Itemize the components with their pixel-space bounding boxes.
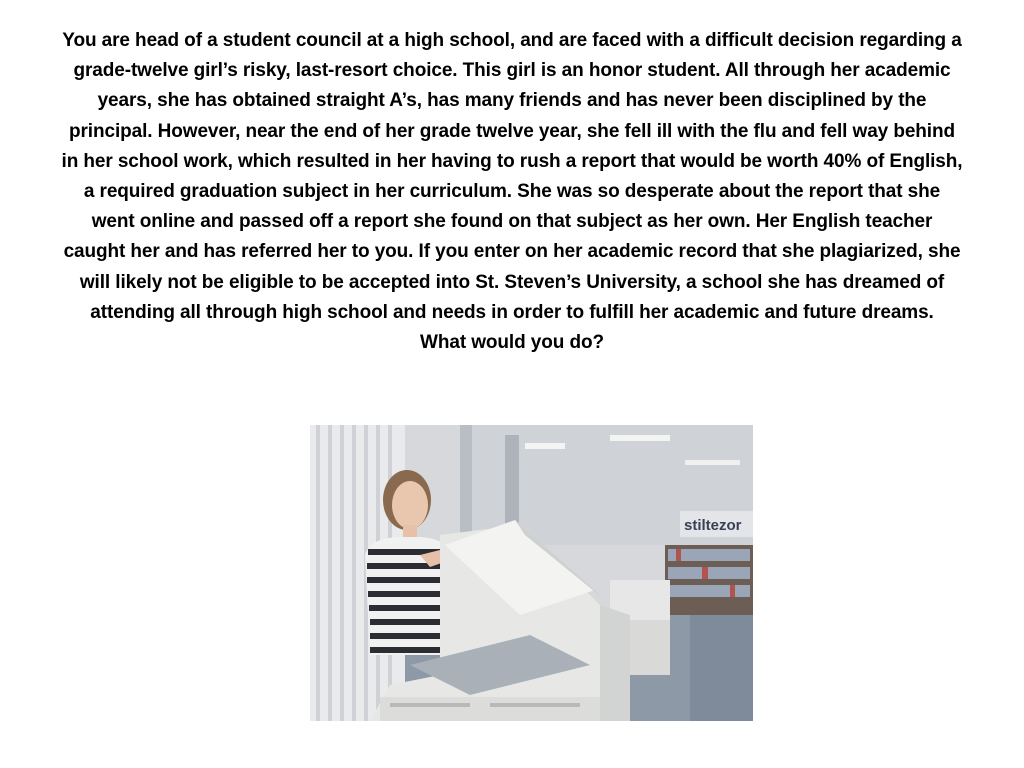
photo-illustration bbox=[310, 425, 753, 721]
scenario-paragraph: You are head of a student council at a high school, and are faced with a difficult decision regarding a grade-twelve girl’s risky, last-resort choice. This girl is an honor student. All through her academic years, she has obtained straight A’s, has many friends and has never been disciplined by the principal. However, near the end of her grade twelve year, she fell ill with the flu and fell way behind in her school work, which resulted in her having to rush a report that would be worth 40% of English, a required graduation subject in her curriculum. She was so desperate about the report that she went online and passed off a report she found on that subject as her own. Her English teacher caught her and has referred her to you. If you enter on her academic record that she plagiarized, she will likely not be eligible to be accepted into St. Steven’s University, a school she has dreamed of attending all through high school and needs in order to fulfill her academic and future dreams. bbox=[61, 30, 963, 323]
photocopier-photo bbox=[310, 425, 753, 721]
wall-sign-text: stiltezor bbox=[684, 517, 742, 534]
question-text: What would you do? bbox=[420, 332, 604, 354]
slide-text-block bbox=[60, 26, 964, 358]
